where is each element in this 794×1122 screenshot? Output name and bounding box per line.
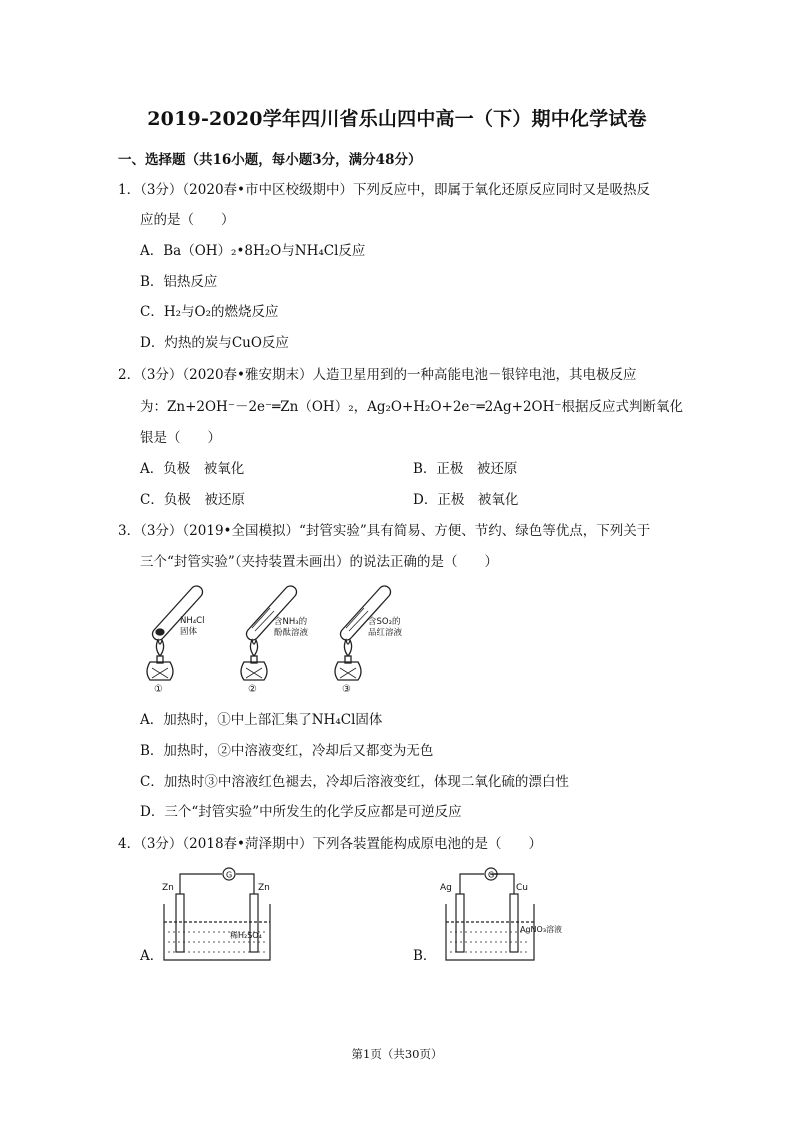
fig-label-phenolphthalein: 酚酞溶液 <box>274 628 309 638</box>
q3-option-b: B．加热时，②中溶液变红，冷却后又都变为无色 <box>140 743 434 759</box>
galvanometer-a: G <box>226 870 233 880</box>
electrode-left <box>456 894 464 952</box>
sealed-tube-experiment-figure <box>140 578 440 696</box>
electrode-a-right: Zn <box>258 883 270 893</box>
q2-option-a: A．负极 被氧化 <box>140 461 245 477</box>
q2-option-b: B．正极 被还原 <box>413 461 518 477</box>
q1-option-d: D．灼热的炭与CuO反应 <box>140 335 289 351</box>
q4-option-a-label: A． <box>140 948 164 964</box>
fig-label-2: ② <box>248 684 257 695</box>
galvanometer-b: G <box>488 870 495 880</box>
fig-label-magenta: 品红溶液 <box>368 628 403 638</box>
electrode-b-left: Ag <box>440 883 452 893</box>
q2-stem-line1: 2．（3分）（2020春•雅安期末）人造卫星用到的一种高能电池－银锌电池，其电极反应 <box>118 367 637 383</box>
electrode-left <box>176 894 184 952</box>
page-title: 2019-2020学年四川省乐山四中高一（下）期中化学试卷 <box>147 108 647 130</box>
electrode-a-left: Zn <box>162 883 174 893</box>
q1-stem-line1: 1．（3分）（2020春•市中区校级期中）下列反应中，即属于氧化还原反应同时又是吸热反 <box>118 182 650 198</box>
q3-option-a: A．加热时，①中上部汇集了NH₄Cl固体 <box>140 712 383 728</box>
q2-option-c: C．负极 被还原 <box>140 492 245 508</box>
alcohol-lamp-1 <box>147 640 173 680</box>
fig-label-nh3: 含NH₃的 <box>274 617 308 627</box>
solution-a: 稀H₂SO₄ <box>230 931 262 940</box>
electrode-right <box>510 894 518 952</box>
q4-stem: 4．（3分）（2018春•菏泽期中）下列各装置能构成原电池的是（ ） <box>118 836 542 852</box>
section-heading: 一、选择题（共16小题，每小题3分，满分48分） <box>118 152 422 168</box>
solution-b: AgNO₃溶液 <box>520 925 563 934</box>
page-footer: 第1页（共30页） <box>351 1047 443 1061</box>
q3-option-c: C．加热时③中溶液红色褪去，冷却后溶液变红，体现二氧化硫的漂白性 <box>140 774 569 790</box>
fig-label-3: ③ <box>342 684 351 695</box>
electrode-right <box>250 894 258 952</box>
galvanic-cell-figure-b <box>434 864 574 964</box>
fig-label-nh4cl: NH₄Cl <box>180 616 205 626</box>
fig-label-solid: 固体 <box>180 627 198 637</box>
fig-label-so2: 含SO₂的 <box>368 617 401 627</box>
electrode-b-right: Cu <box>516 883 528 893</box>
alcohol-lamp-2 <box>241 640 267 680</box>
q2-option-d: D．正极 被氧化 <box>413 492 519 508</box>
q1-option-c: C．H₂与O₂的燃烧反应 <box>140 304 279 320</box>
q3-option-d: D．三个“封管实验”中所发生的化学反应都是可逆反应 <box>140 804 462 820</box>
q3-stem-line2: 三个“封管实验”（夹持装置未画出）的说法正确的是（ ） <box>140 554 499 570</box>
q1-option-b: B．铝热反应 <box>140 274 218 290</box>
q1-stem-line2: 应的是（ ） <box>140 212 235 228</box>
alcohol-lamp-3 <box>335 640 361 680</box>
fig-label-1: ① <box>154 684 163 695</box>
q4-option-b-label: B． <box>413 948 437 964</box>
galvanic-cell-figure-a <box>158 864 288 964</box>
q1-option-a: A．Ba（OH）₂•8H₂O与NH₄Cl反应 <box>140 243 366 259</box>
q2-stem-line2: 为：Zn+2OH⁻－2e⁻═Zn（OH）₂，Ag₂O+H₂O+2e⁻═2Ag+2OH⁻根据反应式判断氧化 <box>140 399 684 415</box>
q3-stem-line1: 3．（3分）（2019•全国模拟）“封管实验”具有简易、方便、节约、绿色等优点，下列关于 <box>118 523 651 539</box>
q2-stem-line3: 银是（ ） <box>140 430 221 446</box>
